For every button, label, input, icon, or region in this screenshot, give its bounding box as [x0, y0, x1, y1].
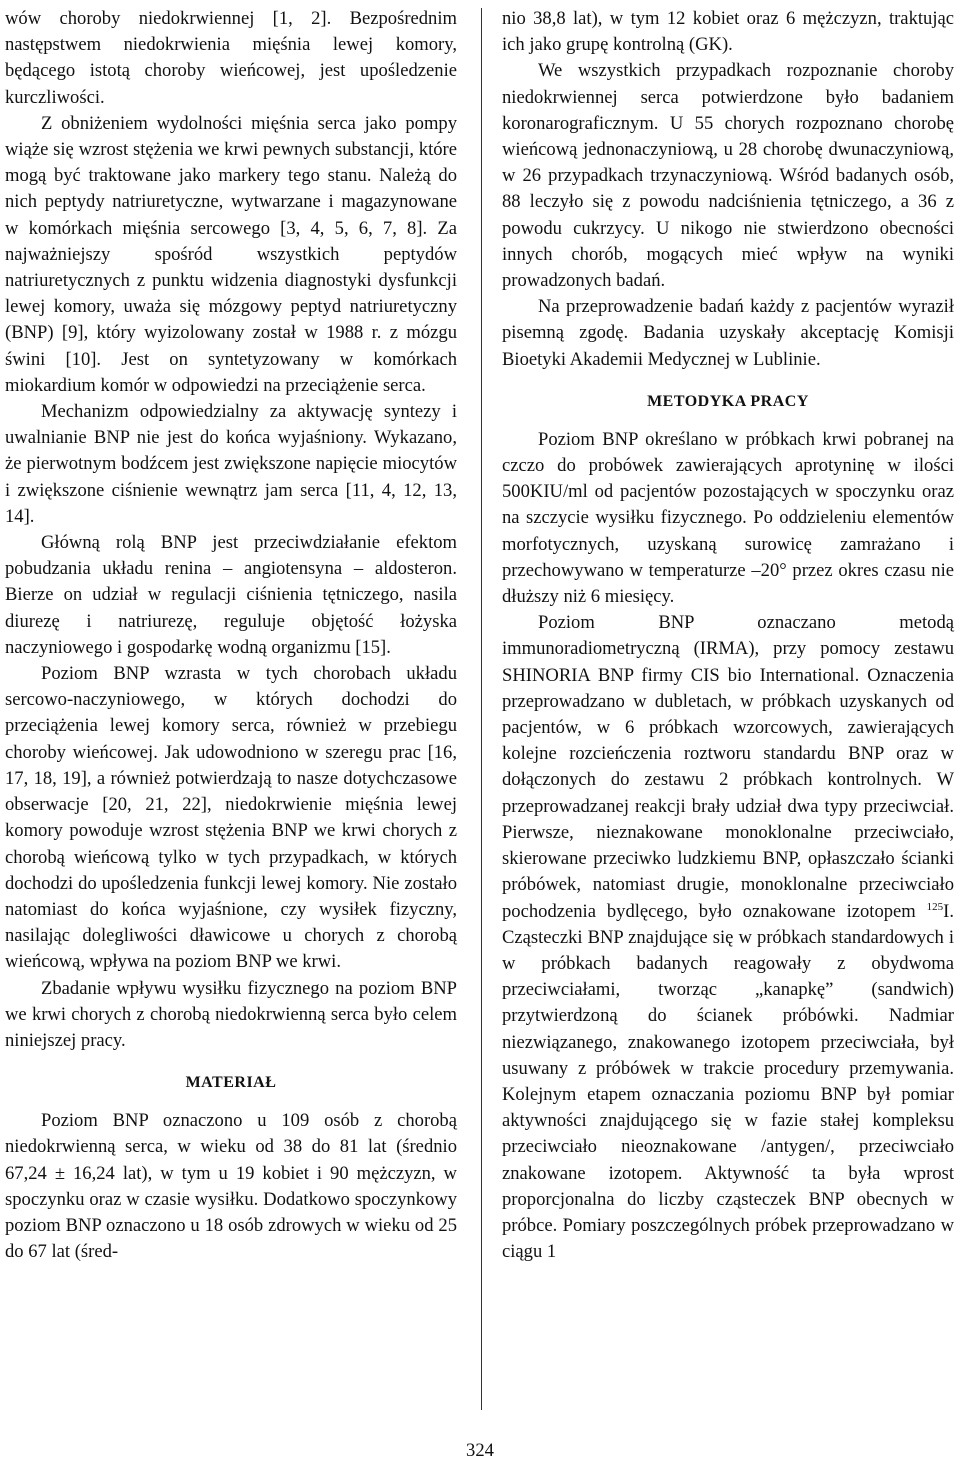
- paragraph: Z obniżeniem wydolności mięśnia serca jako pompy wiąże się wzrost stężenia we krwi pewnych substancji, które mogą być traktowane jako markery tego stanu. Należą do nich peptydy natriuretyczne, wytwarzane i magazynowane w komórkach mięśnia sercowego [3, 4, 5, 6, 7, 8]. Za najważniejszy spośród wszystkich peptydów natriuretycznych z punktu widzenia diagnostyki dysfunkcji lewej komory, uważa się mózgowy peptyd natriuretyczny (BNP) [9], który wyizolowany został w 1988 r. z mózgu świni [10]. Jest on syntetyzowany w komórkach miokardium komór w odpowiedzi na przeciążenie serca.: [5, 112, 457, 396]
- paragraph: We wszystkich przypadkach rozpoznanie choroby niedokrwiennej serca potwierdzone było badaniem koronarograficznym. U 55 chorych rozpoznano chorobę wieńcową jednonaczyniową, u 28 chorobę dwunaczyniową, w 26 przypadkach trzynaczyniową. Wśród badanych osób, 88 leczyło się z powodu nadciśnienia tętniczego, a 36 z powodu cukrzycy. U nikogo nie stwierdzono obecności innych chorób, mogących mieć wpływ na wyniki prowadzonych badań.: [502, 60, 954, 292]
- paragraph: nio 38,8 lat), w tym 12 kobiet oraz 6 mężczyzn, traktując ich jako grupę kontrolną (GK).: [502, 8, 954, 56]
- paragraph: Główną rolą BNP jest przeciwdziałanie efektom pobudzania układu renina – angiotensyna – aldosteron. Bierze on udział w regulacji ciśnienia tętniczego, nasila diurezę i natriurezę, reguluje objętość łożyska naczyniowego i gospodarkę wodną organizmu [15].: [5, 532, 457, 658]
- right-column: [502, 6, 954, 1265]
- paragraph: Poziom BNP określano w próbkach krwi pobranej na czczo do probówek zawierających aprotyninę w ilości 500KIU/ml od pacjentów pozostających w spoczynku oraz na szczycie wysiłku fizycznego. Po oddzieleniu elementów morfotycznych, uzyskaną surowicę zamrażano i przechowywano w temperaturze –20° przez okres czasu nie dłuższy niż 6 miesięcy.: [502, 428, 954, 608]
- column-divider: [481, 8, 482, 1410]
- paragraph: Na przeprowadzenie badań każdy z pacjentów wyraził pisemną zgodę. Badania uzyskały akceptację Komisji Bioetyki Akademii Medycznej w Lublinie.: [502, 296, 954, 370]
- paragraph: Poziom BNP wzrasta w tych chorobach układu sercowo-naczyniowego, w których dochodzi do przeciążenia lewej komory serca, również w przebiegu choroby wieńcowej. Jak udowodniono w szeregu prac [16, 17, 18, 19], a również potwierdzają to nasze dotychczasowe obserwacje [20, 21, 22], niedokrwienie mięśnia lewej komory powoduje wzrost stężenia BNP we krwi chorych z chorobą wieńcową tylko w tych przypadkach, w których dochodzi do upośledzenia funkcji lewej komory. Nie zostało natomiast do końca wyjaśnione, czy wysiłek fizyczny, nasilając dolegliwości dławicowe u chorych z chorobą wieńcową, wpływa na poziom BNP we krwi.: [5, 663, 457, 973]
- paragraph-text: Poziom BNP oznaczano metodą immunoradiometryczną (IRMA), przy pomocy zestawu SHINORIA BNP firmy CIS bio International. Oznaczenia przeprowadzano w dubletach, w próbkach uzyskanych od pacjentów, w 6 próbkach wzorcowych, zawierających kolejne rozcieńczenia roztworu standardu BNP oraz w dołączonych do zestawu 2 próbkach kontrolnych. W przeprowadzanej reakcji brały udział dwa typy przeciwciał. Pierwsze, nieznakowane monoklonalne przeciwciało, skierowane przeciwko ludzkiemu BNP, opłaszczało ścianki próbówek, natomiast drugie, monoklonalne przeciwciało pochodzenia bydlęcego, było oznakowane izotopem: [502, 612, 954, 922]
- section-heading-methods: METODYKA PRACY: [647, 392, 809, 410]
- paragraph: [502, 610, 954, 1265]
- paragraph: Mechanizm odpowiedzialny za aktywację syntezy i uwalnianie BNP nie jest do końca wyjaśniony. Wykazano, że pierwotnym bodźcem jest zwiększone napięcie miocytów i zwiększone ciśnienie wewnątrz jam serca [11, 4, 12, 13, 14].: [5, 401, 457, 527]
- paragraph: Zbadanie wpływu wysiłku fizycznego na poziom BNP we krwi chorych z chorobą niedokrwienną serca było celem niniejszej pracy.: [5, 977, 457, 1051]
- isotope-superscript: 125: [926, 900, 944, 913]
- paragraph: Poziom BNP oznaczono u 109 osób z chorobą niedokrwienną serca, w wieku od 38 do 81 lat (średnio 67,24 ± 16,24 lat), w tym u 19 kobiet i 90 mężczyzn, w spoczynku oraz w czasie wysiłku. Dodatkowo spoczynkowy poziom BNP oznaczono u 18 osób zdrowych w wieku od 25 do 67 lat (śred-: [5, 1110, 457, 1263]
- left-column: [5, 6, 457, 1265]
- paragraph-text: I. Cząsteczki BNP znajdujące się w próbkach standardowych i w próbkach badanych reagowały z obydwoma przeciwciałami, tworząc „kanapkę” (sandwich) przytwierdzoną do ścianek próbówki. Nadmiar niezwiązanego, znakowanego izotopem przeciwciała, był usuwany z próbówek w trakcie procedury przemywania. Kolejnym etapem oznaczania poziomu BNP był pomiar aktywności znajdującego się w fazie stałej kompleksu przeciwciało nieoznakowane /antygen/, przeciwciało znakowane izotopem. Aktywność ta była wprost proporcjonalna do liczby cząsteczek BNP obecnych w próbce. Pomiary poszczególnych próbek przeprowadzano w ciągu 1: [502, 900, 955, 1263]
- section-heading-materials: MATERIAŁ: [185, 1074, 277, 1092]
- paragraph: wów choroby niedokrwiennej [1, 2]. Bezpośrednim następstwem niedokrwienia mięśnia lewej komory, będącego istotą choroby wieńcowej, jest upośledzenie kurczliwości.: [5, 8, 457, 108]
- page-number: 324: [466, 1440, 494, 1461]
